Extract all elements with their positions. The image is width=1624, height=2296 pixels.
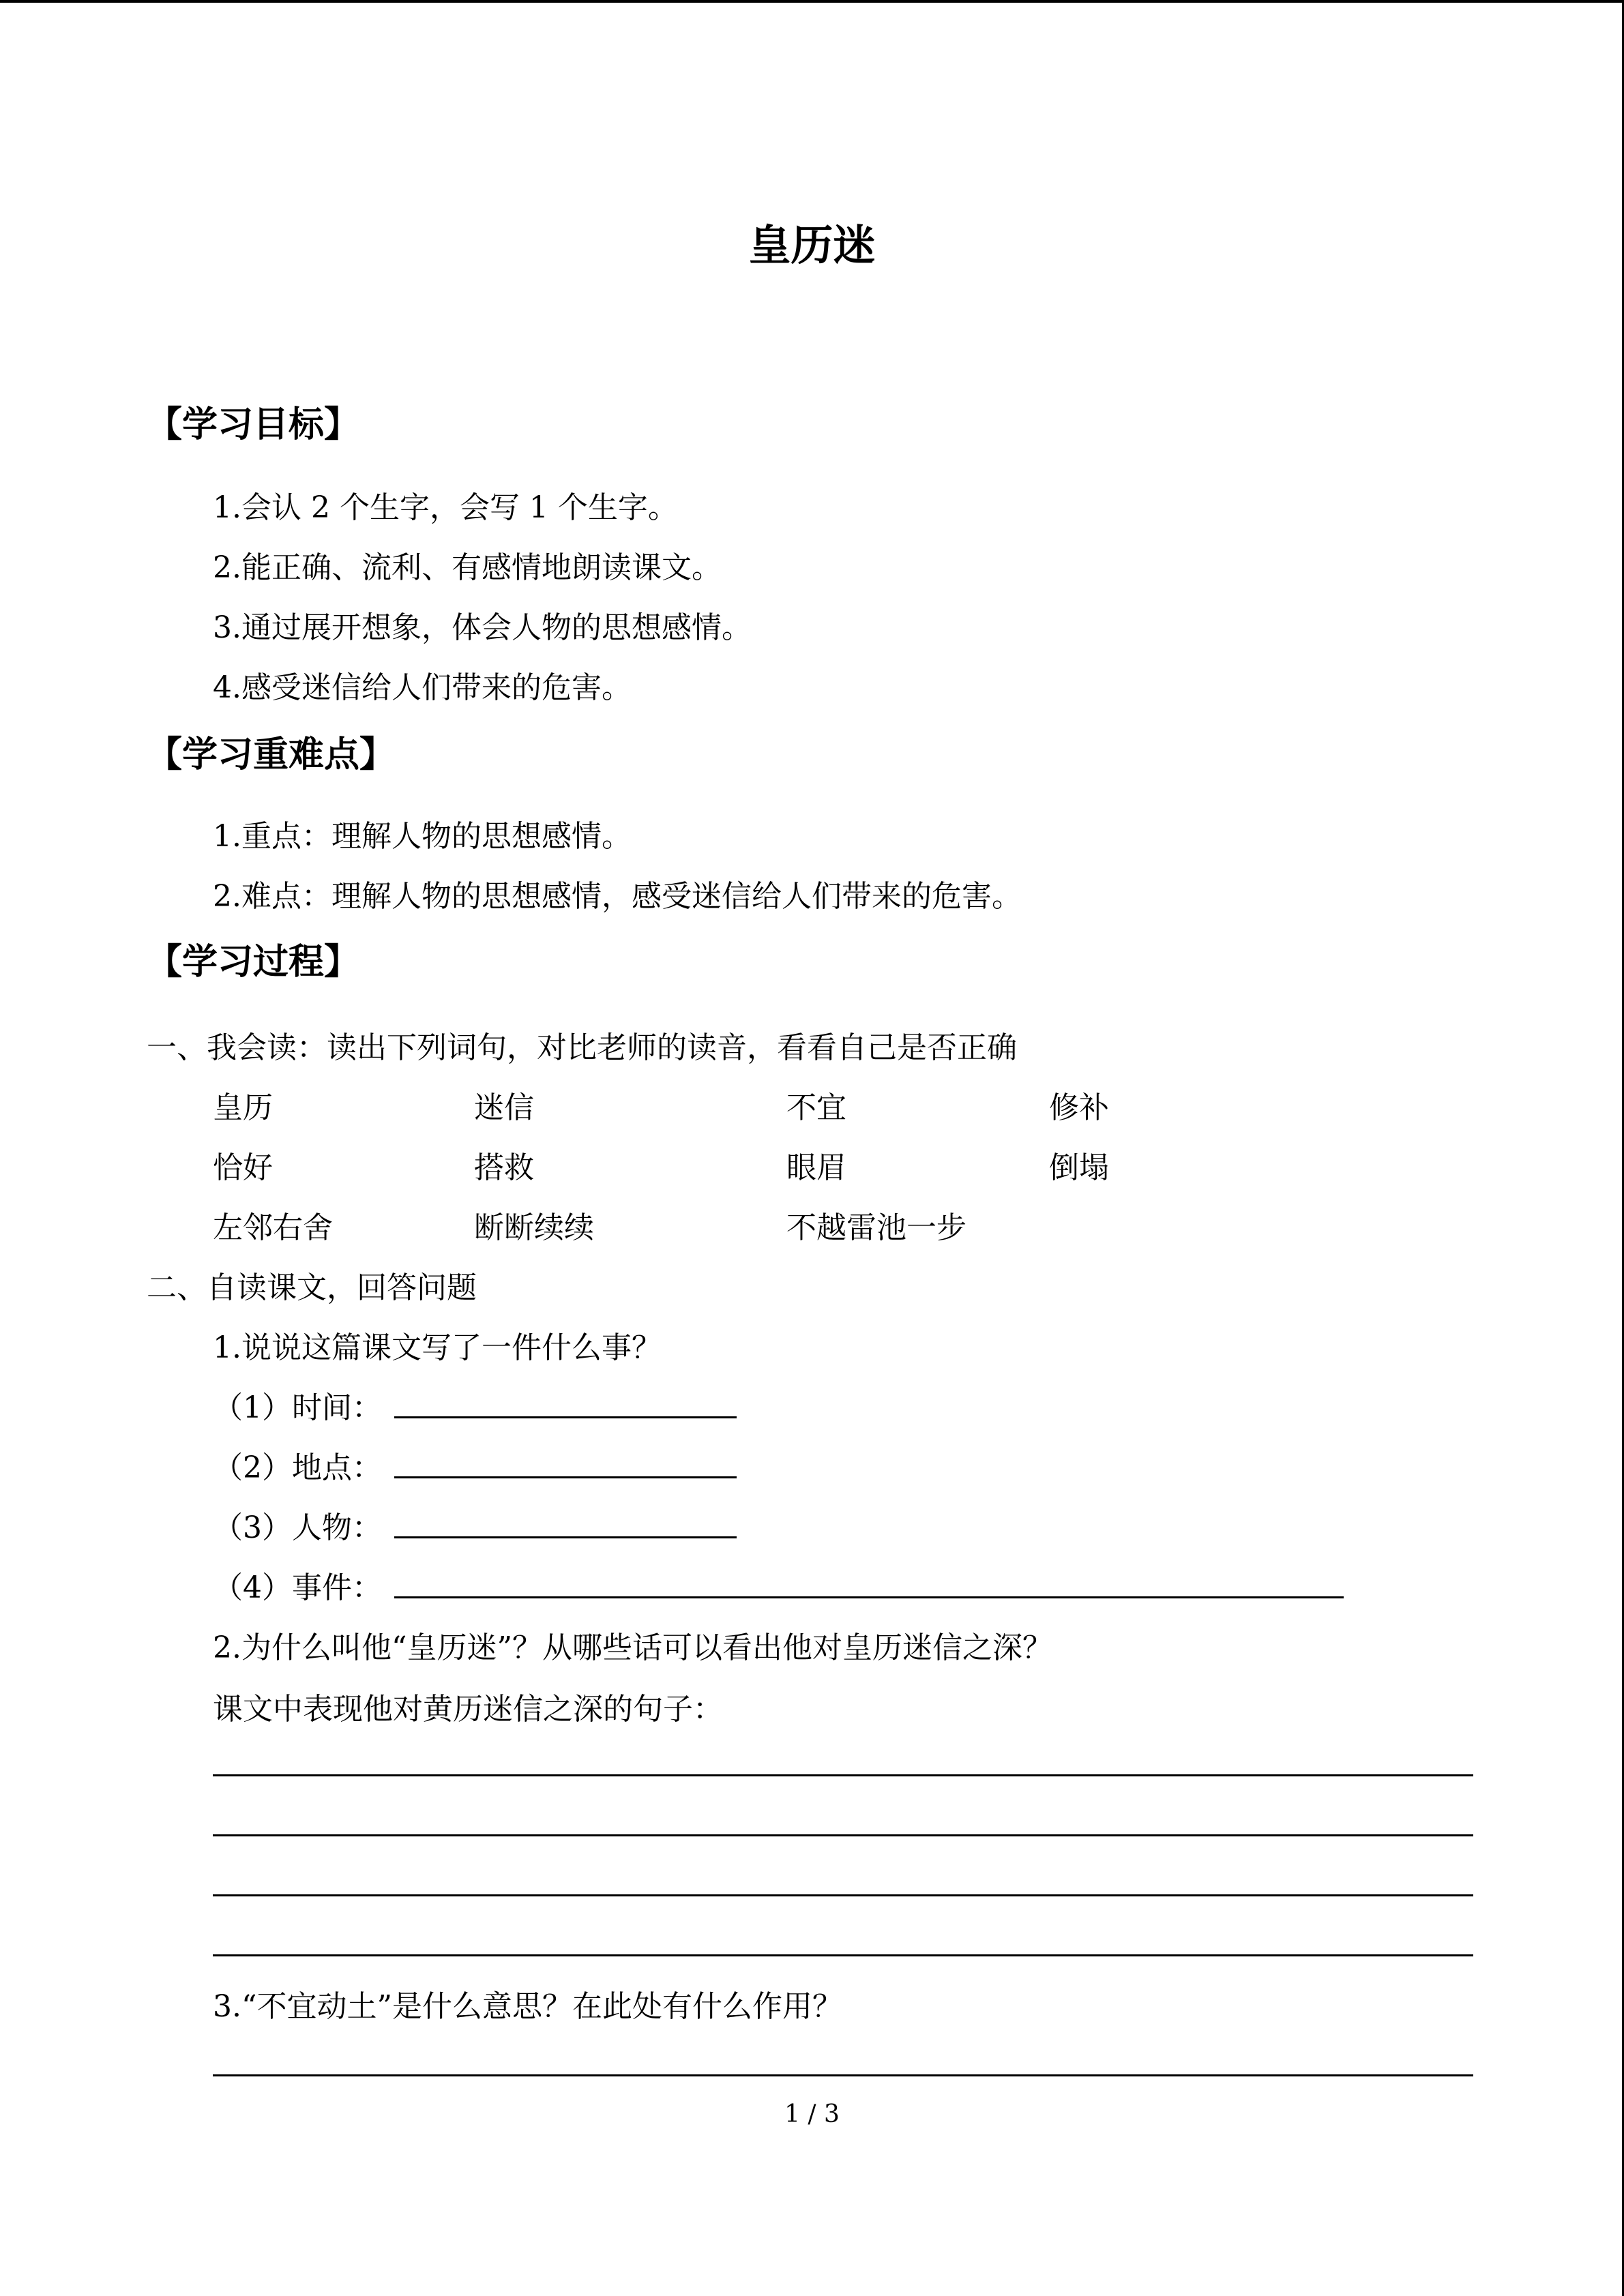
goal-item-3: 3.通过展开想象，体会人物的思想感情。 bbox=[213, 610, 752, 645]
word-cell: 断断续续 bbox=[474, 1210, 594, 1245]
page-number: 1 / 3 bbox=[784, 2100, 840, 2128]
answer-line[interactable] bbox=[213, 1774, 1473, 1776]
word-cell: 不越雷池一步 bbox=[786, 1210, 966, 1245]
answer-line[interactable] bbox=[213, 1834, 1473, 1836]
answer-blank-event[interactable] bbox=[394, 1596, 1344, 1598]
question-3: 3.“不宜动土”是什么意思？在此处有什么作用？ bbox=[213, 1989, 842, 2024]
answer-blank-time[interactable] bbox=[394, 1416, 737, 1418]
field-label-place: （2）地点： bbox=[213, 1450, 382, 1485]
question-2-prompt: 课文中表现他对黄历迷信之深的句子： bbox=[213, 1692, 723, 1727]
word-cell: 修补 bbox=[1049, 1090, 1109, 1125]
word-cell: 左邻右舍 bbox=[213, 1210, 333, 1245]
page-top-border bbox=[0, 0, 1624, 3]
answer-line[interactable] bbox=[213, 1954, 1473, 1956]
page-title: 皇历迷 bbox=[748, 220, 876, 270]
keypoint-item-1: 1.重点：理解人物的思想感情。 bbox=[213, 819, 632, 854]
question-1: 1.说说这篇课文写了一件什么事？ bbox=[213, 1330, 662, 1365]
goal-item-2: 2.能正确、流利、有感情地朗读课文。 bbox=[213, 550, 722, 585]
word-cell: 倒塌 bbox=[1049, 1150, 1109, 1185]
part2-title: 二、自读课文，回答问题 bbox=[147, 1270, 477, 1305]
word-cell: 不宜 bbox=[786, 1090, 846, 1125]
answer-blank-characters[interactable] bbox=[394, 1536, 737, 1538]
question-2: 2.为什么叫他“皇历迷”？从哪些话可以看出他对皇历迷信之深？ bbox=[213, 1630, 1052, 1665]
keypoints-heading: 【学习重难点】 bbox=[147, 734, 396, 775]
field-label-time: （1）时间： bbox=[213, 1390, 382, 1425]
word-cell: 眼眉 bbox=[786, 1150, 846, 1185]
word-cell: 恰好 bbox=[213, 1150, 273, 1185]
goals-heading: 【学习目标】 bbox=[147, 404, 360, 445]
goal-item-4: 4.感受迷信给人们带来的危害。 bbox=[213, 670, 632, 705]
word-cell: 皇历 bbox=[213, 1090, 273, 1125]
answer-line[interactable] bbox=[213, 2074, 1473, 2076]
goal-item-1: 1.会认 2 个生字，会写 1 个生字。 bbox=[213, 490, 678, 525]
answer-line[interactable] bbox=[213, 1894, 1473, 1896]
field-label-characters: （3）人物： bbox=[213, 1510, 382, 1545]
process-heading: 【学习过程】 bbox=[147, 942, 360, 983]
part1-title: 一、我会读：读出下列词句，对比老师的读音，看看自己是否正确 bbox=[147, 1030, 1017, 1065]
word-cell: 迷信 bbox=[474, 1090, 534, 1125]
answer-blank-place[interactable] bbox=[394, 1476, 737, 1478]
field-label-event: （4）事件： bbox=[213, 1570, 382, 1605]
keypoint-item-2: 2.难点：理解人物的思想感情，感受迷信给人们带来的危害。 bbox=[213, 879, 1022, 914]
word-cell: 搭救 bbox=[474, 1150, 534, 1185]
